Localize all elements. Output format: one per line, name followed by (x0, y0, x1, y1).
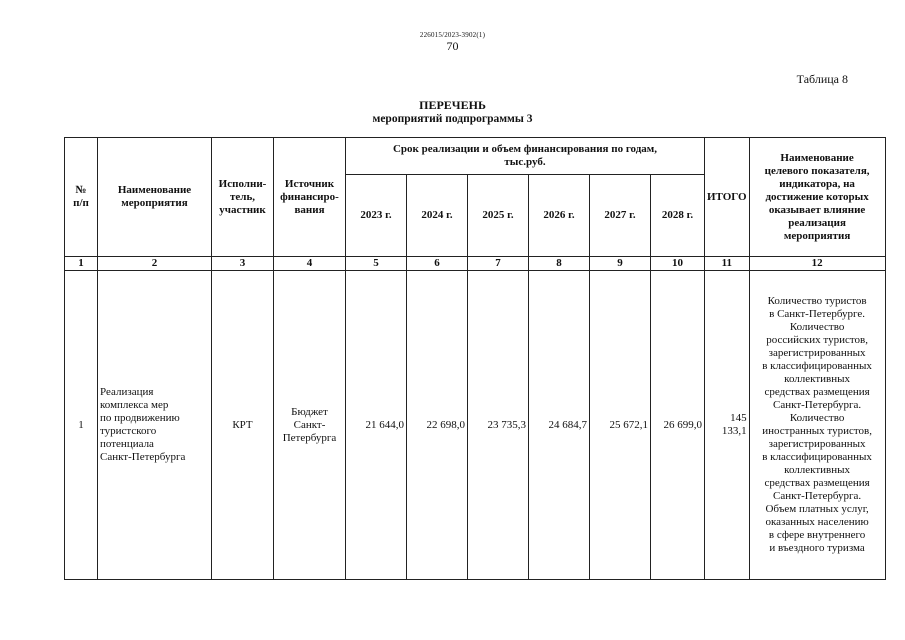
header-executor (212, 138, 274, 257)
header-executor-text: Исполни- тель, участник (218, 177, 267, 216)
column-number: 5 (346, 257, 407, 271)
header-year-2024: 2024 г. (407, 175, 468, 257)
column-number: 11 (705, 257, 750, 271)
header-num-text: № п/п (73, 184, 89, 209)
header-total-text: ИТОГО (707, 190, 747, 203)
column-number: 6 (407, 257, 468, 271)
table-label: Таблица 8 (796, 72, 848, 86)
column-number: 7 (468, 257, 529, 271)
row-funding-source-text: Бюджет Санкт- Петербурга (282, 405, 337, 444)
header-num (65, 138, 98, 257)
row-activity-name (98, 271, 212, 580)
header-total (705, 138, 750, 257)
document-title: ПЕРЕЧЕНЬ (419, 98, 486, 112)
page-number: 70 (446, 39, 459, 53)
row-funding-source (274, 271, 346, 580)
row-indicator-text: Количество туристов в Санкт-Петербурге. Количество российских туристов, зарегистрированных в классифицированных коллективных средствах размещения Санкт-Петербурга. Количество иностранных туристов, зарегистрированных в классифицированных коллективных средствах размещения Санкт-Петербурга. Объем платных услуг, оказанных населению в сфере внутреннего и въездного туризма (762, 295, 872, 554)
header-source (274, 138, 346, 257)
header-indicator (749, 138, 885, 257)
activities-table (64, 137, 886, 580)
header-indicator-text: Наименование целевого показателя, индикатора, на достижение которых оказывает влияние реализация мероприятия (764, 151, 870, 242)
header-period-group (346, 138, 705, 175)
header-name-text: Наименование мероприятия (117, 184, 192, 209)
column-number: 9 (590, 257, 651, 271)
header-period-text: Срок реализации и объем финансирования по годам, тыс.руб. (392, 143, 658, 168)
column-number: 10 (651, 257, 705, 271)
row-value-2025: 23 735,3 (468, 271, 529, 580)
row-total: 145 133,1 (705, 271, 750, 580)
column-number: 4 (274, 257, 346, 271)
row-executor: КРТ (212, 271, 274, 580)
header-source-text: Источник финансиро- вания (280, 177, 339, 216)
column-number: 12 (749, 257, 885, 271)
row-num: 1 (65, 271, 98, 580)
table-row (65, 271, 886, 580)
row-indicator (749, 271, 885, 580)
column-number: 2 (98, 257, 212, 271)
column-number: 3 (212, 257, 274, 271)
document-subtitle: мероприятий подпрограммы 3 (372, 113, 533, 125)
header-name (98, 138, 212, 257)
column-number-row (65, 257, 886, 271)
row-value-2028: 26 699,0 (651, 271, 705, 580)
column-number: 8 (529, 257, 590, 271)
row-value-2024: 22 698,0 (407, 271, 468, 580)
header-year-2028: 2028 г. (651, 175, 705, 257)
document-id: 226015/2023-3902(1) (419, 31, 486, 39)
header-year-2023: 2023 г. (346, 175, 407, 257)
header-year-2026: 2026 г. (529, 175, 590, 257)
column-number: 1 (65, 257, 98, 271)
header-year-2027: 2027 г. (590, 175, 651, 257)
row-value-2026: 24 684,7 (529, 271, 590, 580)
row-activity-name-text: Реализация комплекса мер по продвижению туристского потенциала Санкт-Петербурга (100, 386, 186, 463)
row-value-2023: 21 644,0 (346, 271, 407, 580)
header-year-2025: 2025 г. (468, 175, 529, 257)
row-value-2027: 25 672,1 (590, 271, 651, 580)
